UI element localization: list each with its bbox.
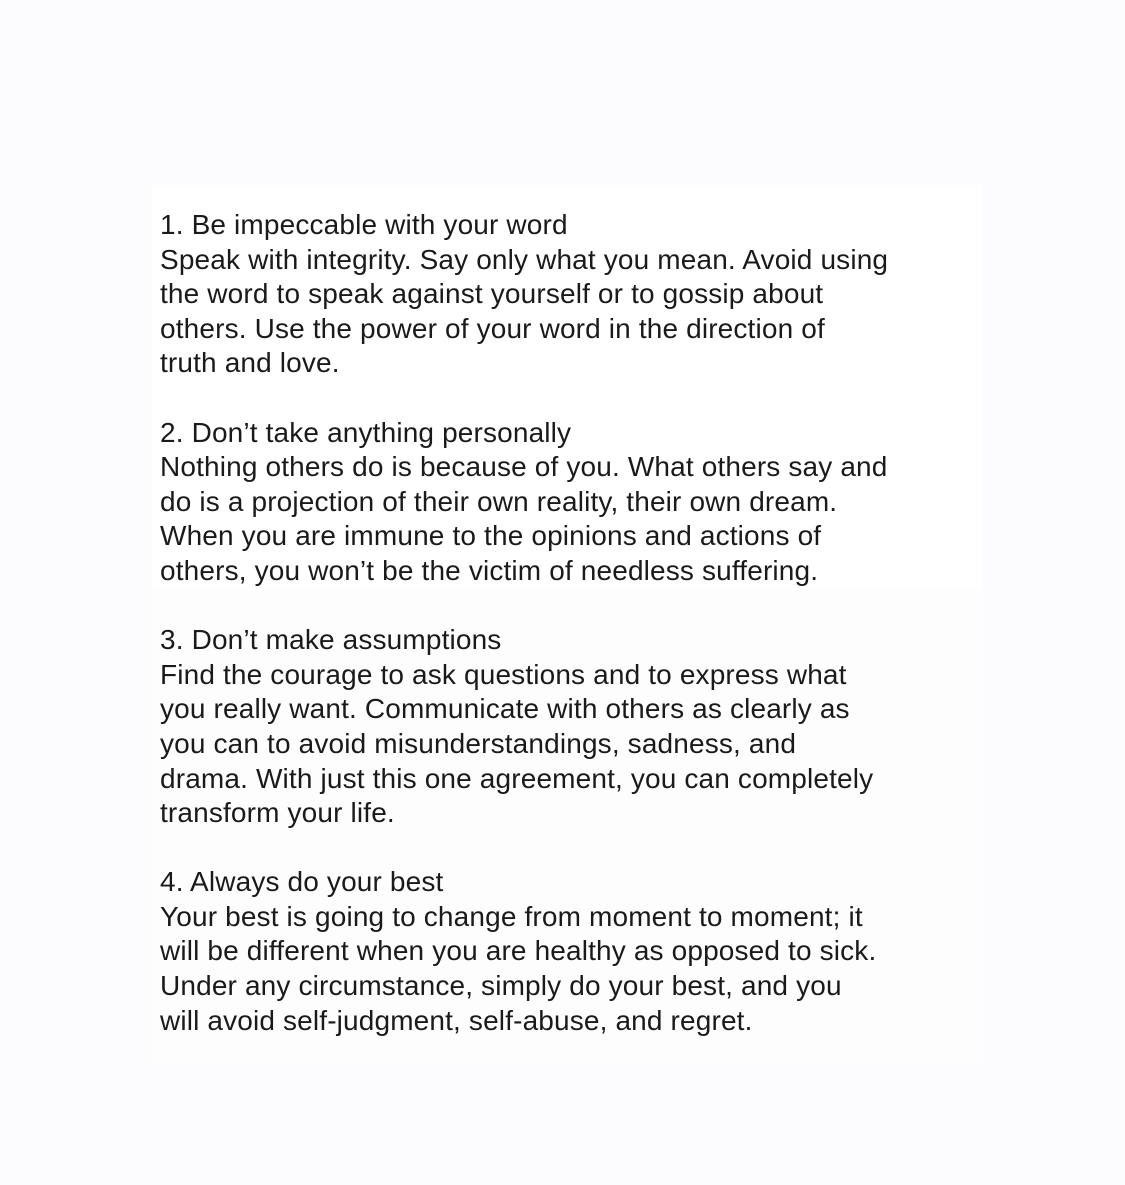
agreement-text-line: you really want. Communicate with others as clearly as (160, 693, 850, 725)
agreement-title: 2. Don’t take anything personally (160, 416, 572, 448)
agreement-text-line: Under any circumstance, simply do your best, and you (160, 970, 842, 1002)
agreement-4 (160, 865, 990, 1038)
agreement-text-line: you can to avoid misunderstandings, sadness, and (160, 727, 797, 759)
agreement-text-line: truth and love. (160, 347, 340, 379)
agreement-text-line: When you are immune to the opinions and actions of (160, 520, 822, 552)
agreement-text-line: transform your life. (160, 797, 395, 829)
agreement-text-line: Your best is going to change from moment to moment; it (160, 900, 863, 932)
agreement-text-line: will avoid self-judgment, self-abuse, and regret. (160, 1004, 753, 1036)
agreement-3 (160, 623, 990, 831)
agreement-text-line: do is a projection of their own reality, their own dream. (160, 485, 838, 517)
agreement-1 (160, 208, 990, 381)
agreement-text-line: others, you won’t be the victim of needless suffering. (160, 554, 819, 586)
agreement-text-line: will be different when you are healthy as opposed to sick. (160, 935, 877, 967)
agreement-title: 1. Be impeccable with your word (160, 209, 568, 240)
agreement-text-line: others. Use the power of your word in the direction of (160, 312, 825, 344)
agreement-text-line: Find the courage to ask questions and to express what (160, 658, 847, 690)
agreement-title: 4. Always do your best (160, 866, 444, 898)
agreement-2 (160, 416, 990, 589)
agreement-text-line: the word to speak against yourself or to gossip about (160, 278, 824, 310)
agreements-list (160, 208, 990, 1038)
agreement-title: 3. Don’t make assumptions (160, 624, 502, 656)
agreement-text-line: Nothing others do is because of you. What others say and (160, 451, 888, 483)
agreement-text-line: Speak with integrity. Say only what you mean. Avoid using (160, 243, 889, 275)
agreement-text-line: drama. With just this one agreement, you can completely (160, 762, 874, 794)
